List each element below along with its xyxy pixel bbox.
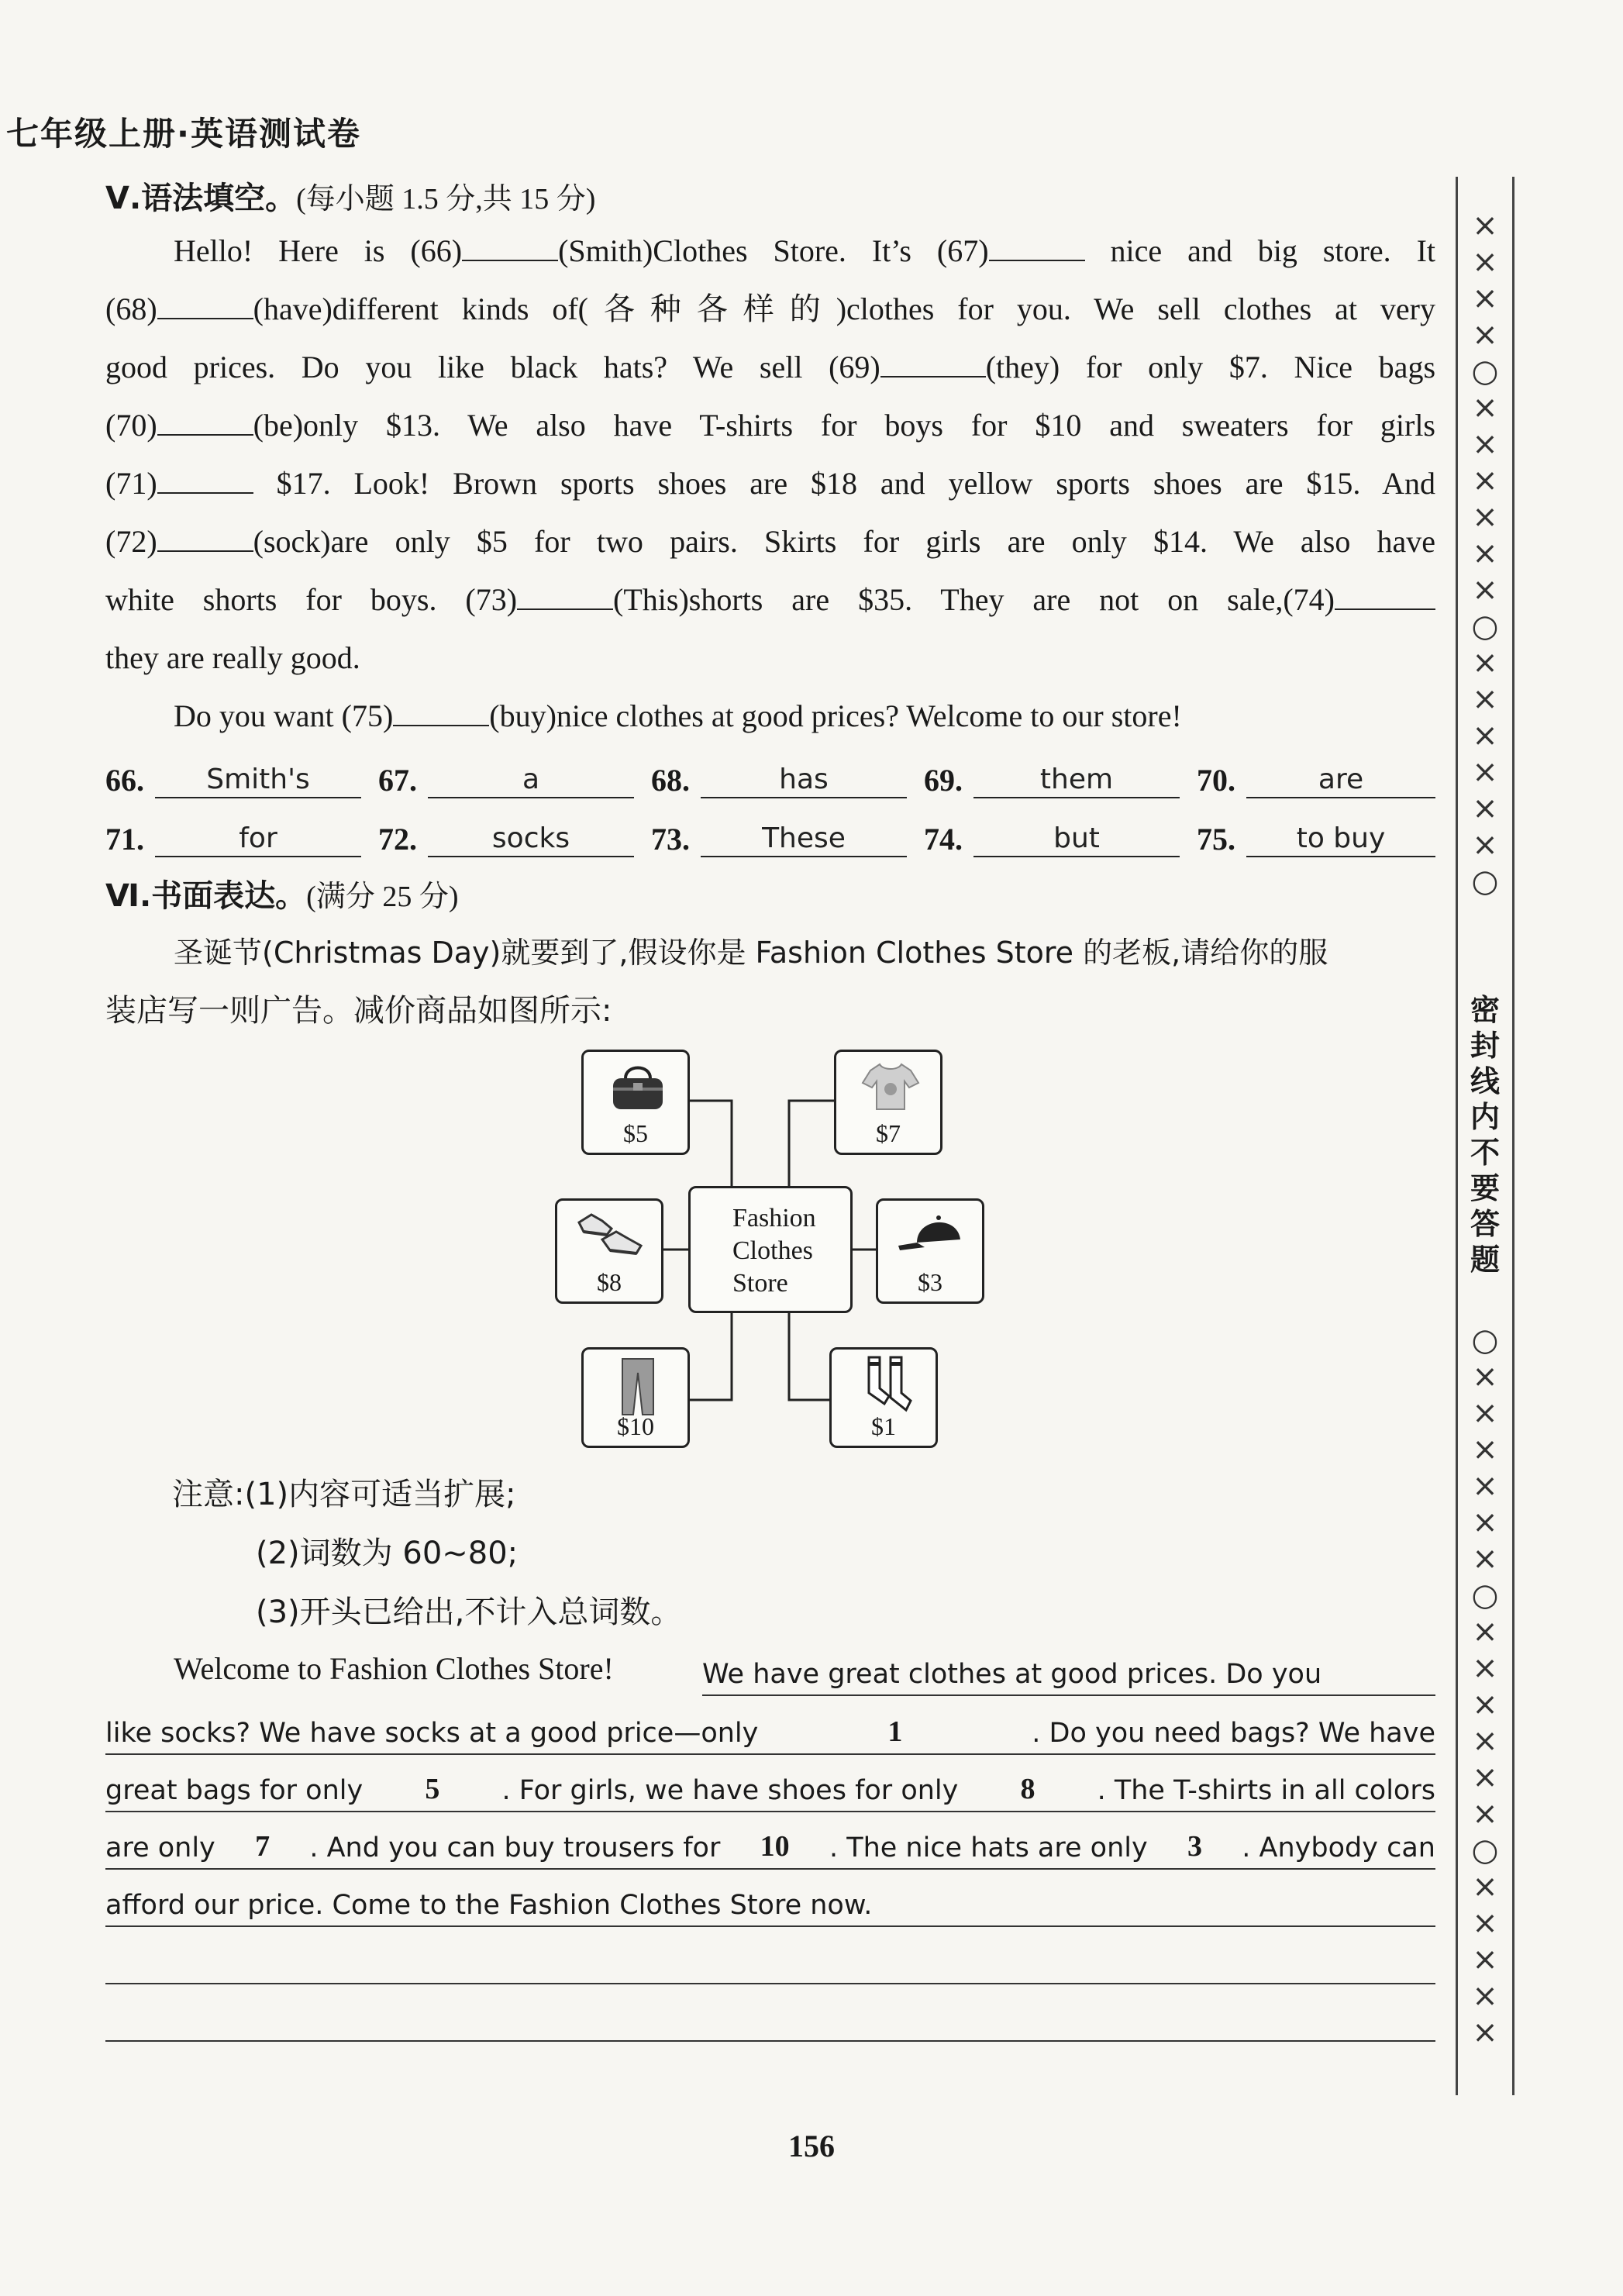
passage-text: nice and big store. It bbox=[1110, 233, 1436, 268]
answer-number: 66. bbox=[105, 763, 144, 798]
socks-item bbox=[829, 1347, 938, 1448]
bag-price: $5 bbox=[623, 1119, 648, 1147]
answer-value: has bbox=[701, 764, 907, 798]
answer-value: a bbox=[428, 764, 634, 798]
tshirt-icon bbox=[861, 1060, 920, 1114]
passage-line bbox=[105, 338, 1435, 396]
answer-number: 75. bbox=[1197, 822, 1235, 857]
passage-line bbox=[105, 454, 1435, 512]
passage-text: (This)shorts are $35. They are not on sale,(74) bbox=[613, 582, 1335, 617]
shoes-item bbox=[555, 1198, 663, 1304]
answer-value: but bbox=[973, 822, 1180, 857]
passage-text: Do you want (75) bbox=[174, 698, 394, 733]
answer-71 bbox=[105, 803, 378, 857]
essay-text: like socks? We have socks at a good price—only bbox=[105, 1718, 759, 1749]
passage-text: (70) bbox=[105, 408, 157, 443]
writing-prompt-line-1: 圣诞节(Christmas Day)就要到了,假设你是 Fashion Clothes Store 的老板,请给你的服 bbox=[174, 936, 1328, 970]
section6-title: Ⅵ.书面表达。 bbox=[105, 878, 307, 914]
answer-number: 74. bbox=[924, 822, 963, 857]
answer-number: 71. bbox=[105, 822, 144, 857]
essay-number: 5 bbox=[425, 1773, 440, 1805]
seal-line-column bbox=[1456, 177, 1514, 2095]
essay-line-2 bbox=[105, 1698, 1435, 1755]
essay-line-6 bbox=[105, 1927, 1435, 1984]
shoes-price: $8 bbox=[597, 1268, 622, 1296]
blank-72 bbox=[157, 522, 253, 552]
tshirt-item bbox=[834, 1050, 942, 1155]
essay-line-5 bbox=[105, 1870, 1435, 1927]
note-2: (2)词数为 60~80; bbox=[256, 1536, 519, 1571]
essay-text: great bags for only bbox=[105, 1775, 364, 1806]
passage-text: (be)only $13. We also have T-shirts for boys for $10 and sweaters for girls bbox=[253, 408, 1435, 443]
answer-number: 72. bbox=[378, 822, 417, 857]
essay-number: 1 bbox=[887, 1715, 903, 1748]
essay-number: 8 bbox=[1020, 1773, 1035, 1805]
passage-text: (sock)are only $5 for two pairs. Skirts for girls are only $14. We also have bbox=[253, 524, 1435, 559]
passage-line bbox=[105, 280, 1435, 338]
answer-67 bbox=[378, 744, 651, 798]
section6-heading bbox=[105, 871, 458, 915]
answer-value: are bbox=[1246, 764, 1435, 798]
essay-text: . And you can buy trousers for bbox=[309, 1832, 721, 1863]
answer-value: for bbox=[155, 822, 361, 857]
answer-value: These bbox=[701, 822, 907, 857]
blank-66 bbox=[462, 232, 558, 261]
essay-line-7 bbox=[105, 1984, 1435, 2042]
answer-value: them bbox=[973, 764, 1180, 798]
answer-value: socks bbox=[428, 822, 634, 857]
page-number: 156 bbox=[788, 2129, 835, 2163]
store-name-line: Fashion bbox=[732, 1204, 816, 1232]
answer-value: Smith's bbox=[155, 764, 361, 798]
answer-66 bbox=[105, 744, 378, 798]
passage-text: (have)different kinds of(各种各样的)clothes for you. We sell clothes at very bbox=[253, 291, 1435, 326]
answer-69 bbox=[924, 744, 1197, 798]
answer-number: 69. bbox=[924, 763, 963, 798]
socks-price: $1 bbox=[871, 1412, 896, 1440]
blank-73 bbox=[517, 581, 613, 610]
essay-number: 3 bbox=[1187, 1830, 1202, 1863]
blank-67 bbox=[989, 232, 1085, 261]
passage-text: $17. Look! Brown sports shoes are $18 and yellow sports shoes are $15. And bbox=[276, 466, 1435, 501]
blank-74 bbox=[1335, 581, 1435, 610]
passage-line bbox=[105, 571, 1435, 629]
blank-68 bbox=[157, 290, 253, 319]
seal-marks-top: × × × × ○ × × × × × × ○ × × × × × × ○ bbox=[1471, 208, 1499, 899]
essay-text: are only bbox=[105, 1832, 215, 1863]
essay-start: Welcome to Fashion Clothes Store! bbox=[174, 1651, 614, 1686]
cap-price: $3 bbox=[918, 1268, 942, 1296]
answer-number: 67. bbox=[378, 763, 417, 798]
section5-note: (每小题 1.5 分,共 15 分) bbox=[296, 183, 596, 215]
essay-text: . Anybody can bbox=[1242, 1832, 1435, 1863]
essay-number: 10 bbox=[760, 1830, 790, 1863]
bag-item bbox=[581, 1050, 690, 1155]
writing-prompt-line-2: 装店写一则广告。减价商品如图所示: bbox=[105, 993, 612, 1029]
answer-72 bbox=[378, 803, 651, 857]
section6-note: (满分 25 分) bbox=[306, 881, 459, 913]
seal-marks-bottom: ○ × × × × × × ○ × × × × × × ○ × × × × × bbox=[1471, 1322, 1499, 2050]
passage-text: (68) bbox=[105, 291, 157, 326]
essay-text: . Do you need bags? We have bbox=[1032, 1718, 1435, 1749]
shoes-icon bbox=[576, 1208, 647, 1263]
passage-line bbox=[105, 222, 1435, 280]
answer-number: 70. bbox=[1197, 763, 1235, 798]
answer-value: to buy bbox=[1246, 822, 1435, 857]
essay-text: We have great clothes at good prices. Do you bbox=[702, 1659, 1322, 1690]
page-header: 七年级上册·英语测试卷 bbox=[6, 115, 361, 153]
essay-line-1 bbox=[702, 1639, 1435, 1696]
note-3: (3)开头已给出,不计入总词数。 bbox=[256, 1594, 682, 1630]
answer-row-1 bbox=[105, 744, 1435, 798]
passage-text: (they) for only $7. Nice bags bbox=[985, 350, 1436, 384]
passage-text: (Smith)Clothes Store. It’s (67) bbox=[558, 233, 989, 268]
store-box bbox=[688, 1186, 853, 1313]
store-name-line: Clothes bbox=[732, 1236, 813, 1265]
passage-text: good prices. Do you like black hats? We sell (69) bbox=[105, 350, 880, 384]
socks-icon bbox=[863, 1354, 912, 1416]
answer-70 bbox=[1197, 744, 1435, 798]
essay-line-3 bbox=[105, 1755, 1435, 1812]
bag-icon bbox=[608, 1060, 667, 1114]
answer-row-2 bbox=[105, 803, 1435, 857]
passage-text: (71) bbox=[105, 466, 157, 501]
trousers-icon bbox=[618, 1356, 658, 1418]
passage-text: Hello! Here is (66) bbox=[174, 233, 463, 268]
passage-line bbox=[105, 512, 1435, 571]
essay-text: . The T-shirts in all colors bbox=[1097, 1775, 1435, 1806]
essay-number: 7 bbox=[255, 1830, 270, 1863]
grammar-passage bbox=[105, 222, 1435, 745]
passage-line bbox=[105, 687, 1435, 745]
store-name-line: Store bbox=[732, 1269, 788, 1298]
trousers-price: $10 bbox=[617, 1412, 654, 1440]
tshirt-price: $7 bbox=[876, 1119, 901, 1147]
trousers-item bbox=[581, 1347, 690, 1448]
section5-heading bbox=[105, 174, 595, 218]
blank-70 bbox=[157, 406, 253, 436]
passage-text: white shorts for boys. (73) bbox=[105, 582, 518, 617]
essay-text: . The nice hats are only bbox=[829, 1832, 1148, 1863]
blank-75 bbox=[393, 697, 489, 726]
cap-item bbox=[876, 1198, 984, 1304]
passage-line bbox=[105, 396, 1435, 454]
passage-line bbox=[105, 629, 1435, 687]
essay-line-4 bbox=[105, 1812, 1435, 1870]
section5-title: Ⅴ.语法填空。 bbox=[105, 181, 297, 216]
answer-74 bbox=[924, 803, 1197, 857]
answer-number: 73. bbox=[651, 822, 690, 857]
essay-text: . For girls, we have shoes for only bbox=[501, 1775, 959, 1806]
blank-69 bbox=[880, 348, 986, 377]
note-1: 注意:(1)内容可适当扩展; bbox=[172, 1477, 516, 1512]
essay-text: afford our price. Come to the Fashion Clothes Store now. bbox=[105, 1890, 873, 1921]
seal-warning-text: 密 封 线 内 不 要 答 题 bbox=[1470, 993, 1500, 1277]
blank-71 bbox=[157, 464, 253, 494]
answer-68 bbox=[651, 744, 924, 798]
answer-75 bbox=[1197, 803, 1435, 857]
passage-text: they are really good. bbox=[105, 640, 360, 675]
passage-text: (buy)nice clothes at good prices? Welcome to our store! bbox=[489, 698, 1182, 733]
cap-icon bbox=[894, 1210, 971, 1261]
passage-text: (72) bbox=[105, 524, 157, 559]
answer-73 bbox=[651, 803, 924, 857]
answer-number: 68. bbox=[651, 763, 690, 798]
